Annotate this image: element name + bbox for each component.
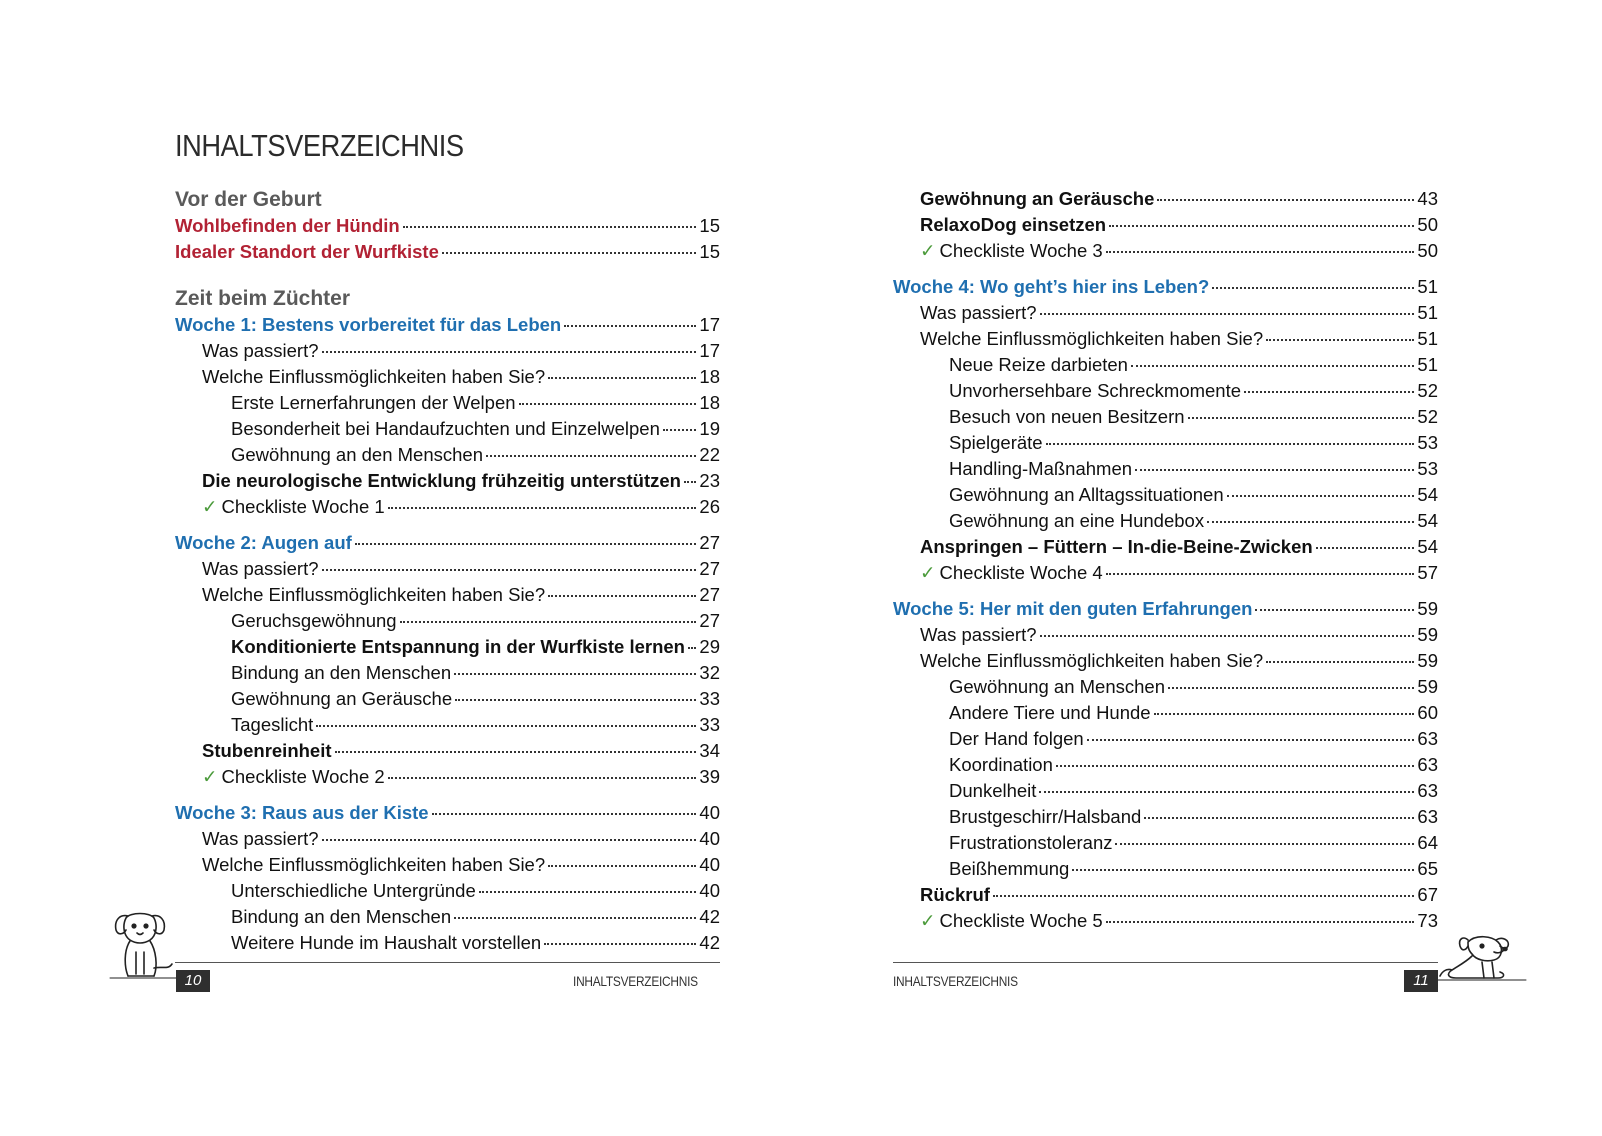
toc-entry-title: Checkliste Woche 3 (939, 240, 1103, 261)
toc-entry (175, 686, 720, 712)
toc-page-number: 64 (1417, 832, 1438, 853)
section-heading: Zeit beim Züchter (175, 287, 351, 310)
check-icon: ✓ (920, 240, 936, 261)
check-icon: ✓ (920, 562, 936, 583)
toc-entry-title: Was passiert? (920, 624, 1037, 645)
page-number: 10 (176, 970, 210, 992)
toc-entry-title: Geruchsgewöhnung (231, 610, 397, 631)
lying-dog-illustration (1438, 932, 1528, 982)
toc-entry (893, 300, 1438, 326)
toc-entry (175, 712, 720, 738)
dot-leader (454, 673, 696, 675)
dot-leader (1056, 765, 1415, 767)
toc-entry (893, 674, 1438, 700)
toc-entry (893, 326, 1438, 352)
page-number: 11 (1404, 970, 1438, 992)
toc-page-number: 51 (1417, 354, 1438, 375)
dot-leader (316, 725, 696, 727)
section-heading: Vor der Geburt (175, 188, 322, 211)
toc-page-number: 59 (1417, 650, 1438, 671)
toc-entry-title: Weitere Hunde im Haushalt vorstellen (231, 932, 542, 953)
toc-entry-title: Welche Einflussmöglichkeiten haben Sie? (202, 854, 546, 875)
toc-entry (893, 882, 1438, 908)
check-icon: ✓ (202, 496, 218, 517)
toc-entry-title: Woche 2: Augen auf (175, 532, 352, 553)
toc-entry (893, 274, 1438, 300)
dot-leader (1255, 609, 1414, 611)
dot-leader (322, 839, 697, 841)
toc-page-number: 59 (1417, 624, 1438, 645)
toc-entry-title: Welche Einflussmöglichkeiten haben Sie? (920, 328, 1264, 349)
running-head: INHALTSVERZEICHNIS (573, 973, 698, 989)
dot-leader (1144, 817, 1414, 819)
toc-page-number: 50 (1417, 240, 1438, 261)
toc-entry-title: Der Hand folgen (949, 728, 1084, 749)
toc-entry (893, 212, 1438, 238)
dot-leader (1115, 843, 1414, 845)
toc-entry-title: Stubenreinheit (202, 740, 332, 761)
dot-leader (1135, 469, 1414, 471)
toc-entry-title: Was passiert? (202, 828, 319, 849)
toc-entry-title: Woche 4: Wo geht’s hier ins Leben? (893, 276, 1210, 297)
dot-leader (400, 621, 697, 623)
toc-left (175, 186, 720, 956)
dot-leader (1266, 339, 1414, 341)
toc-entry (893, 186, 1438, 212)
toc-entry (893, 726, 1438, 752)
toc-page-number: 27 (699, 610, 720, 631)
toc-page-number: 26 (699, 496, 720, 517)
toc-page-number: 32 (699, 662, 720, 683)
toc-entry-title: Checkliste Woche 1 (221, 496, 385, 517)
dot-leader (548, 865, 696, 867)
dot-leader (1227, 495, 1415, 497)
toc-entry-title: Erste Lernerfahrungen der Welpen (231, 392, 516, 413)
toc-page-number: 63 (1417, 806, 1438, 827)
toc-page-number: 53 (1417, 432, 1438, 453)
toc-entry (175, 826, 720, 852)
dot-leader (564, 325, 696, 327)
toc-page-number: 73 (1417, 910, 1438, 931)
toc-entry-title: RelaxoDog einsetzen (920, 214, 1107, 235)
dot-leader (322, 569, 697, 571)
toc-entry-title: Dunkelheit (949, 780, 1037, 801)
dot-leader (479, 891, 697, 893)
toc-entry (175, 904, 720, 930)
toc-page-number: 22 (699, 444, 720, 465)
toc-entry-title: Welche Einflussmöglichkeiten haben Sie? (202, 584, 546, 605)
toc-entry-title: Wohlbefinden der Hündin (175, 215, 400, 236)
toc-page-number: 17 (699, 340, 720, 361)
page-title: INHALTSVERZEICHNIS (175, 128, 464, 163)
dot-leader (1039, 791, 1414, 793)
toc-page-number: 54 (1417, 536, 1438, 557)
dot-leader (688, 647, 696, 649)
dot-leader (1106, 251, 1415, 253)
toc-page-number: 39 (699, 766, 720, 787)
toc-page-number: 53 (1417, 458, 1438, 479)
toc-entry-title: Koordination (949, 754, 1053, 775)
footer-rule (175, 962, 720, 963)
toc-page-number: 54 (1417, 510, 1438, 531)
toc-page-number: 15 (699, 215, 720, 236)
dot-leader (1106, 573, 1415, 575)
toc-entry (175, 530, 720, 556)
toc-page-number: 50 (1417, 214, 1438, 235)
toc-entry (893, 404, 1438, 430)
dot-leader (1207, 521, 1414, 523)
dot-leader (993, 895, 1415, 897)
toc-entry (175, 852, 720, 878)
toc-page-number: 51 (1417, 302, 1438, 323)
toc-entry-title: Bindung an den Menschen (231, 906, 452, 927)
toc-page-number: 40 (699, 802, 720, 823)
toc-entry-title: Bindung an den Menschen (231, 662, 452, 683)
toc-entry-title: Gewöhnung an Menschen (949, 676, 1165, 697)
toc-entry (175, 416, 720, 442)
check-icon: ✓ (920, 910, 936, 931)
dot-leader (1109, 225, 1414, 227)
dot-leader (1157, 199, 1414, 201)
toc-page-number: 63 (1417, 780, 1438, 801)
toc-entry (175, 800, 720, 826)
toc-entry (893, 352, 1438, 378)
toc-entry (175, 364, 720, 390)
toc-entry-title: Unterschiedliche Untergründe (231, 880, 476, 901)
dot-leader (1266, 661, 1414, 663)
dot-leader (1168, 687, 1414, 689)
toc-entry (175, 213, 720, 239)
toc-page-number: 43 (1417, 188, 1438, 209)
toc-page-number: 15 (699, 241, 720, 262)
dot-leader (388, 777, 697, 779)
toc-page-number: 63 (1417, 754, 1438, 775)
toc-page-number: 51 (1417, 276, 1438, 297)
toc-page-number: 33 (699, 714, 720, 735)
toc-entry (175, 556, 720, 582)
toc-entry (893, 778, 1438, 804)
toc-entry (893, 596, 1438, 622)
toc-page-number: 59 (1417, 598, 1438, 619)
dot-leader (548, 377, 696, 379)
toc-entry (175, 312, 720, 338)
toc-page-number: 23 (699, 470, 720, 491)
toc-entry-title: Besonderheit bei Handaufzuchten und Einzelwelpen (231, 418, 660, 439)
toc-entry (893, 560, 1438, 586)
toc-entry (893, 830, 1438, 856)
toc-entry-title: Neue Reize darbieten (949, 354, 1128, 375)
toc-entry (175, 582, 720, 608)
toc-page-number: 67 (1417, 884, 1438, 905)
dot-leader (403, 226, 697, 228)
dot-leader (1040, 313, 1415, 315)
toc-entry (893, 648, 1438, 674)
toc-entry-title: Woche 1: Bestens vorbereitet für das Leben (175, 314, 562, 335)
toc-page-number: 27 (699, 532, 720, 553)
toc-page-number: 42 (699, 932, 720, 953)
dot-leader (322, 351, 697, 353)
dot-leader (519, 403, 697, 405)
toc-entry-title: Idealer Standort der Wurfkiste (175, 241, 439, 262)
toc-entry-title: Gewöhnung an Alltagssituationen (949, 484, 1224, 505)
dot-leader (442, 252, 697, 254)
toc-entry (893, 456, 1438, 482)
right-page (801, 0, 1602, 1136)
toc-page-number: 40 (699, 854, 720, 875)
toc-entry-title: Welche Einflussmöglichkeiten haben Sie? (920, 650, 1264, 671)
toc-entry (893, 700, 1438, 726)
toc-entry (893, 508, 1438, 534)
dot-leader (1072, 869, 1414, 871)
toc-entry-title: Konditionierte Entspannung in der Wurfkiste lernen (231, 636, 685, 657)
toc-entry (893, 804, 1438, 830)
toc-entry (175, 878, 720, 904)
dot-leader (1087, 739, 1415, 741)
toc-entry-title: Besuch von neuen Besitzern (949, 406, 1185, 427)
dot-leader (1131, 365, 1414, 367)
toc-entry (175, 608, 720, 634)
toc-entry (893, 908, 1438, 934)
toc-entry (893, 378, 1438, 404)
toc-entry-title: Was passiert? (920, 302, 1037, 323)
toc-entry (175, 442, 720, 468)
toc-entry (175, 930, 720, 956)
toc-entry (893, 622, 1438, 648)
toc-page-number: 51 (1417, 328, 1438, 349)
toc-page-number: 54 (1417, 484, 1438, 505)
toc-entry-title: Checkliste Woche 4 (939, 562, 1103, 583)
toc-entry-title: Gewöhnung an Geräusche (231, 688, 453, 709)
toc-entry (175, 660, 720, 686)
dot-leader (1212, 287, 1414, 289)
toc-entry (175, 390, 720, 416)
toc-entry-title: Checkliste Woche 2 (221, 766, 385, 787)
toc-entry-title: Brustgeschirr/Halsband (949, 806, 1142, 827)
toc-entry (893, 534, 1438, 560)
toc-entry (175, 764, 720, 790)
toc-entry-title: Anspringen – Füttern – In-die-Beine-Zwicken (920, 536, 1313, 557)
toc-entry-title: Rückruf (920, 884, 990, 905)
dot-leader (1106, 921, 1415, 923)
toc-page-number: 29 (699, 636, 720, 657)
toc-page-number: 40 (699, 880, 720, 901)
toc-entry-title: Woche 3: Raus aus der Kiste (175, 802, 429, 823)
dot-leader (544, 943, 696, 945)
toc-entry-title: Frustrationstoleranz (949, 832, 1113, 853)
toc-entry (175, 634, 720, 660)
toc-entry (175, 239, 720, 265)
toc-entry (175, 494, 720, 520)
toc-entry (175, 738, 720, 764)
toc-entry (175, 338, 720, 364)
dot-leader (454, 917, 696, 919)
footer-rule (893, 962, 1438, 963)
toc-page-number: 65 (1417, 858, 1438, 879)
toc-entry-title: Checkliste Woche 5 (939, 910, 1103, 931)
toc-entry-title: Andere Tiere und Hunde (949, 702, 1151, 723)
dot-leader (455, 699, 696, 701)
toc-page-number: 27 (699, 584, 720, 605)
toc-page-number: 17 (699, 314, 720, 335)
toc-entry-title: Handling-Maßnahmen (949, 458, 1133, 479)
dot-leader (335, 751, 697, 753)
toc-page-number: 18 (699, 366, 720, 387)
toc-page-number: 34 (699, 740, 720, 761)
toc-entry-title: Unvorhersehbare Schreckmomente (949, 380, 1242, 401)
sitting-puppy-illustration (106, 908, 180, 980)
toc-page-number: 52 (1417, 406, 1438, 427)
toc-entry (893, 430, 1438, 456)
toc-entry (893, 238, 1438, 264)
dot-leader (388, 507, 697, 509)
toc-page-number: 63 (1417, 728, 1438, 749)
toc-entry-title: Woche 5: Her mit den guten Erfahrungen (893, 598, 1253, 619)
toc-entry-title: Beißhemmung (949, 858, 1070, 879)
dot-leader (432, 813, 697, 815)
dot-leader (1316, 547, 1415, 549)
toc-page-number: 27 (699, 558, 720, 579)
toc-entry-title: Gewöhnung an eine Hundebox (949, 510, 1205, 531)
toc-entry-title: Tageslicht (231, 714, 314, 735)
toc-entry-title: Die neurologische Entwicklung frühzeitig unterstützen (202, 470, 681, 491)
dot-leader (1040, 635, 1415, 637)
toc-page-number: 33 (699, 688, 720, 709)
toc-entry-title: Was passiert? (202, 340, 319, 361)
dot-leader (1244, 391, 1414, 393)
toc-right (893, 186, 1438, 934)
dot-leader (1188, 417, 1415, 419)
toc-entry-title: Spielgeräte (949, 432, 1043, 453)
toc-page-number: 18 (699, 392, 720, 413)
toc-entry-title: Gewöhnung an den Menschen (231, 444, 483, 465)
toc-page-number: 42 (699, 906, 720, 927)
toc-entry-title: Was passiert? (202, 558, 319, 579)
dot-leader (355, 543, 697, 545)
running-head: INHALTSVERZEICHNIS (893, 973, 1018, 989)
toc-entry-title: Welche Einflussmöglichkeiten haben Sie? (202, 366, 546, 387)
dot-leader (663, 429, 697, 431)
dot-leader (1046, 443, 1415, 445)
toc-entry (893, 856, 1438, 882)
check-icon: ✓ (202, 766, 218, 787)
toc-page-number: 57 (1417, 562, 1438, 583)
dot-leader (1154, 713, 1415, 715)
dot-leader (548, 595, 696, 597)
toc-entry (175, 468, 720, 494)
dot-leader (486, 455, 696, 457)
toc-page-number: 59 (1417, 676, 1438, 697)
dot-leader (684, 481, 696, 483)
toc-page-number: 52 (1417, 380, 1438, 401)
toc-page-number: 60 (1417, 702, 1438, 723)
toc-page-number: 19 (699, 418, 720, 439)
toc-entry (893, 482, 1438, 508)
toc-page-number: 40 (699, 828, 720, 849)
toc-entry (893, 752, 1438, 778)
toc-entry-title: Gewöhnung an Geräusche (920, 188, 1155, 209)
